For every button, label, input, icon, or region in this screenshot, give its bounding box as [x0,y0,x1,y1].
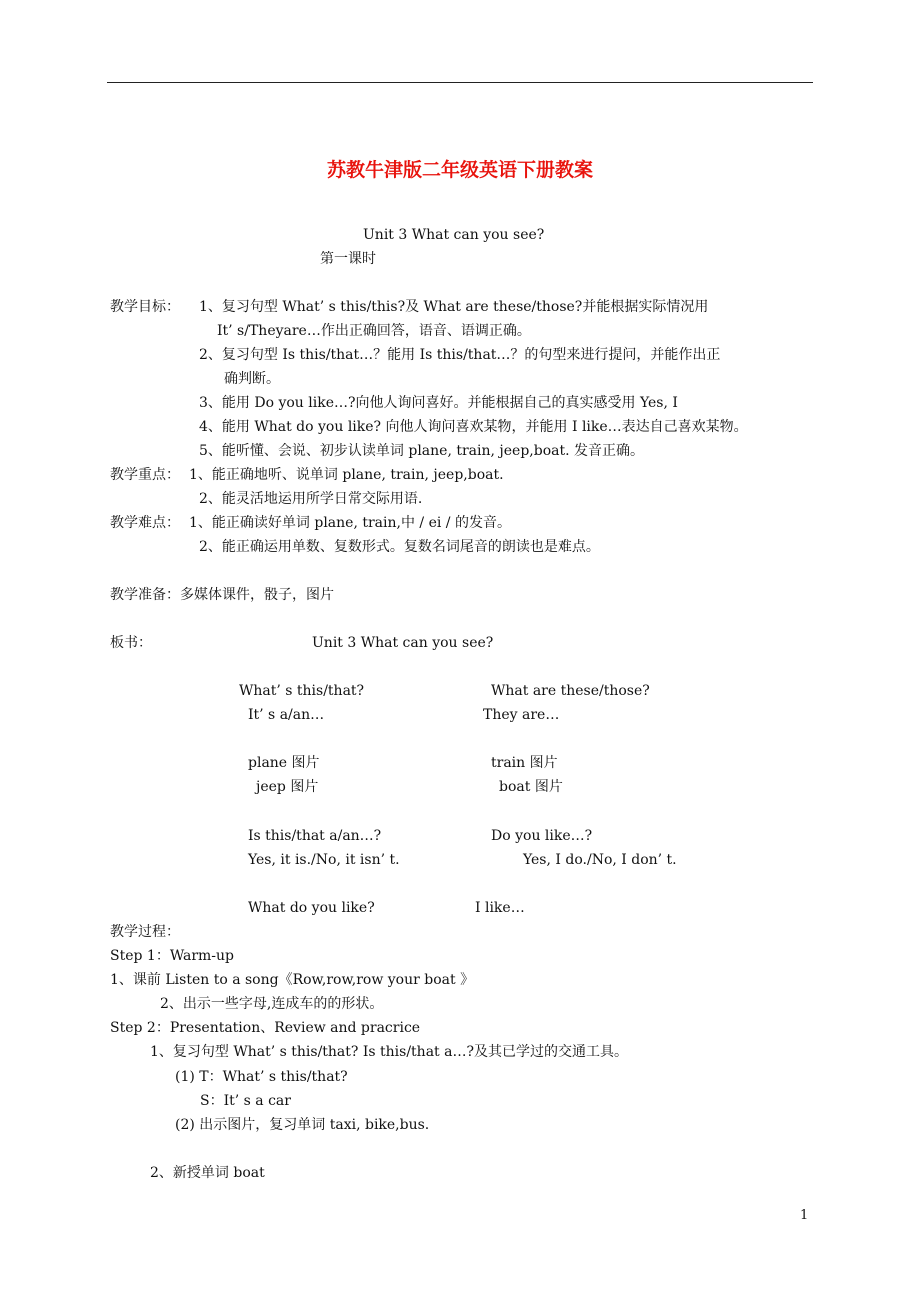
board-left-line: What’ s this/that? [239,683,365,699]
step-2-item-1: 1、复习句型 What’ s this/that? Is this/that a…?及其已学过的交通工具。 [150,1044,628,1060]
board-left-line: jeep 图片 [256,779,319,795]
board-right-line: Yes, I do./No, I don’ t. [523,852,677,868]
objectives-label: 教学目标： [110,299,180,315]
board-left-line: Yes, it is./No, it isn’ t. [248,852,400,868]
step-1-item-2: 2、出示一些字母,连成车的的形状。 [160,996,384,1012]
key-points-label: 教学重点： [110,467,180,483]
objective-item-3: 3、能用 Do you like…?向他人询问喜好。并能根据自己的真实感受用 Yes, I [199,395,678,411]
document-title: 苏教牛津版二年级英语下册教案 [326,159,593,181]
objective-item-2: 2、复习句型 Is this/that…？能用 Is this/that…？的句型来进行提问，并能作出正 [199,347,721,363]
objective-item-1: 1、复习句型 What’ s this/this?及 What are these/those?并能根据实际情况用 [199,299,709,315]
board-left-line: Is this/that a/an…? [248,828,382,844]
difficulty-item-1: 1、能正确读好单词 plane, train,中 / ei / 的发音。 [189,515,511,531]
board-right-line: Do you like…? [491,828,593,844]
step-1-item-1: 1、课前 Listen to a song《Row,row,row your boat 》 [110,972,475,988]
objective-item-2-cont: 确判断。 [224,371,280,387]
step-2-sub-2: (2) 出示图片，复习单词 taxi, bike,bus. [175,1117,430,1133]
unit-heading: Unit 3 What can you see? [363,227,545,243]
page-number: 1 [800,1208,809,1223]
process-label: 教学过程： [110,924,180,940]
objective-item-5: 5、能听懂、会说、初步认读单词 plane, train, jeep,boat. 发音正确。 [199,443,644,459]
step-2-sub-1-student: S：It’ s a car [200,1093,291,1109]
board-left-line: It’ s a/an… [248,707,325,723]
step-2-heading: Step 2：Presentation、Review and pracrice [110,1020,421,1036]
difficulties-label: 教学难点： [110,515,180,531]
board-label: 板书： [110,635,152,651]
board-left-line: What do you like? [248,900,375,916]
board-right-line: What are these/those? [491,683,650,699]
key-point-item-1: 1、能正确地听、说单词 plane, train, jeep,boat. [189,467,504,483]
board-right-line: boat 图片 [499,779,563,795]
step-1-heading: Step 1：Warm-up [110,948,235,964]
header-rule [107,82,813,83]
difficulty-item-2: 2、能正确运用单数、复数形式。复数名词尾音的朗读也是难点。 [199,539,600,555]
step-2-item-2: 2、新授单词 boat [150,1165,265,1181]
key-point-item-2: 2、能灵活地运用所学日常交际用语. [199,491,423,507]
board-left-line: plane 图片 [248,755,320,771]
objective-item-1-cont: It’ s/Theyare…作出正确回答，语音、语调正确。 [217,323,531,339]
preparation: 教学准备：多媒体课件，骰子，图片 [110,587,334,603]
board-right-line: They are… [483,707,560,723]
board-right-line: I like… [475,900,525,916]
step-2-sub-1-teacher: (1) T：What’ s this/that? [175,1069,348,1085]
lesson-label: 第一课时 [320,251,376,267]
objective-item-4: 4、能用 What do you like? 向他人询问喜欢某物，并能用 I like…表达自己喜欢某物。 [199,419,748,435]
board-heading: Unit 3 What can you see? [312,635,494,651]
board-right-line: train 图片 [491,755,558,771]
